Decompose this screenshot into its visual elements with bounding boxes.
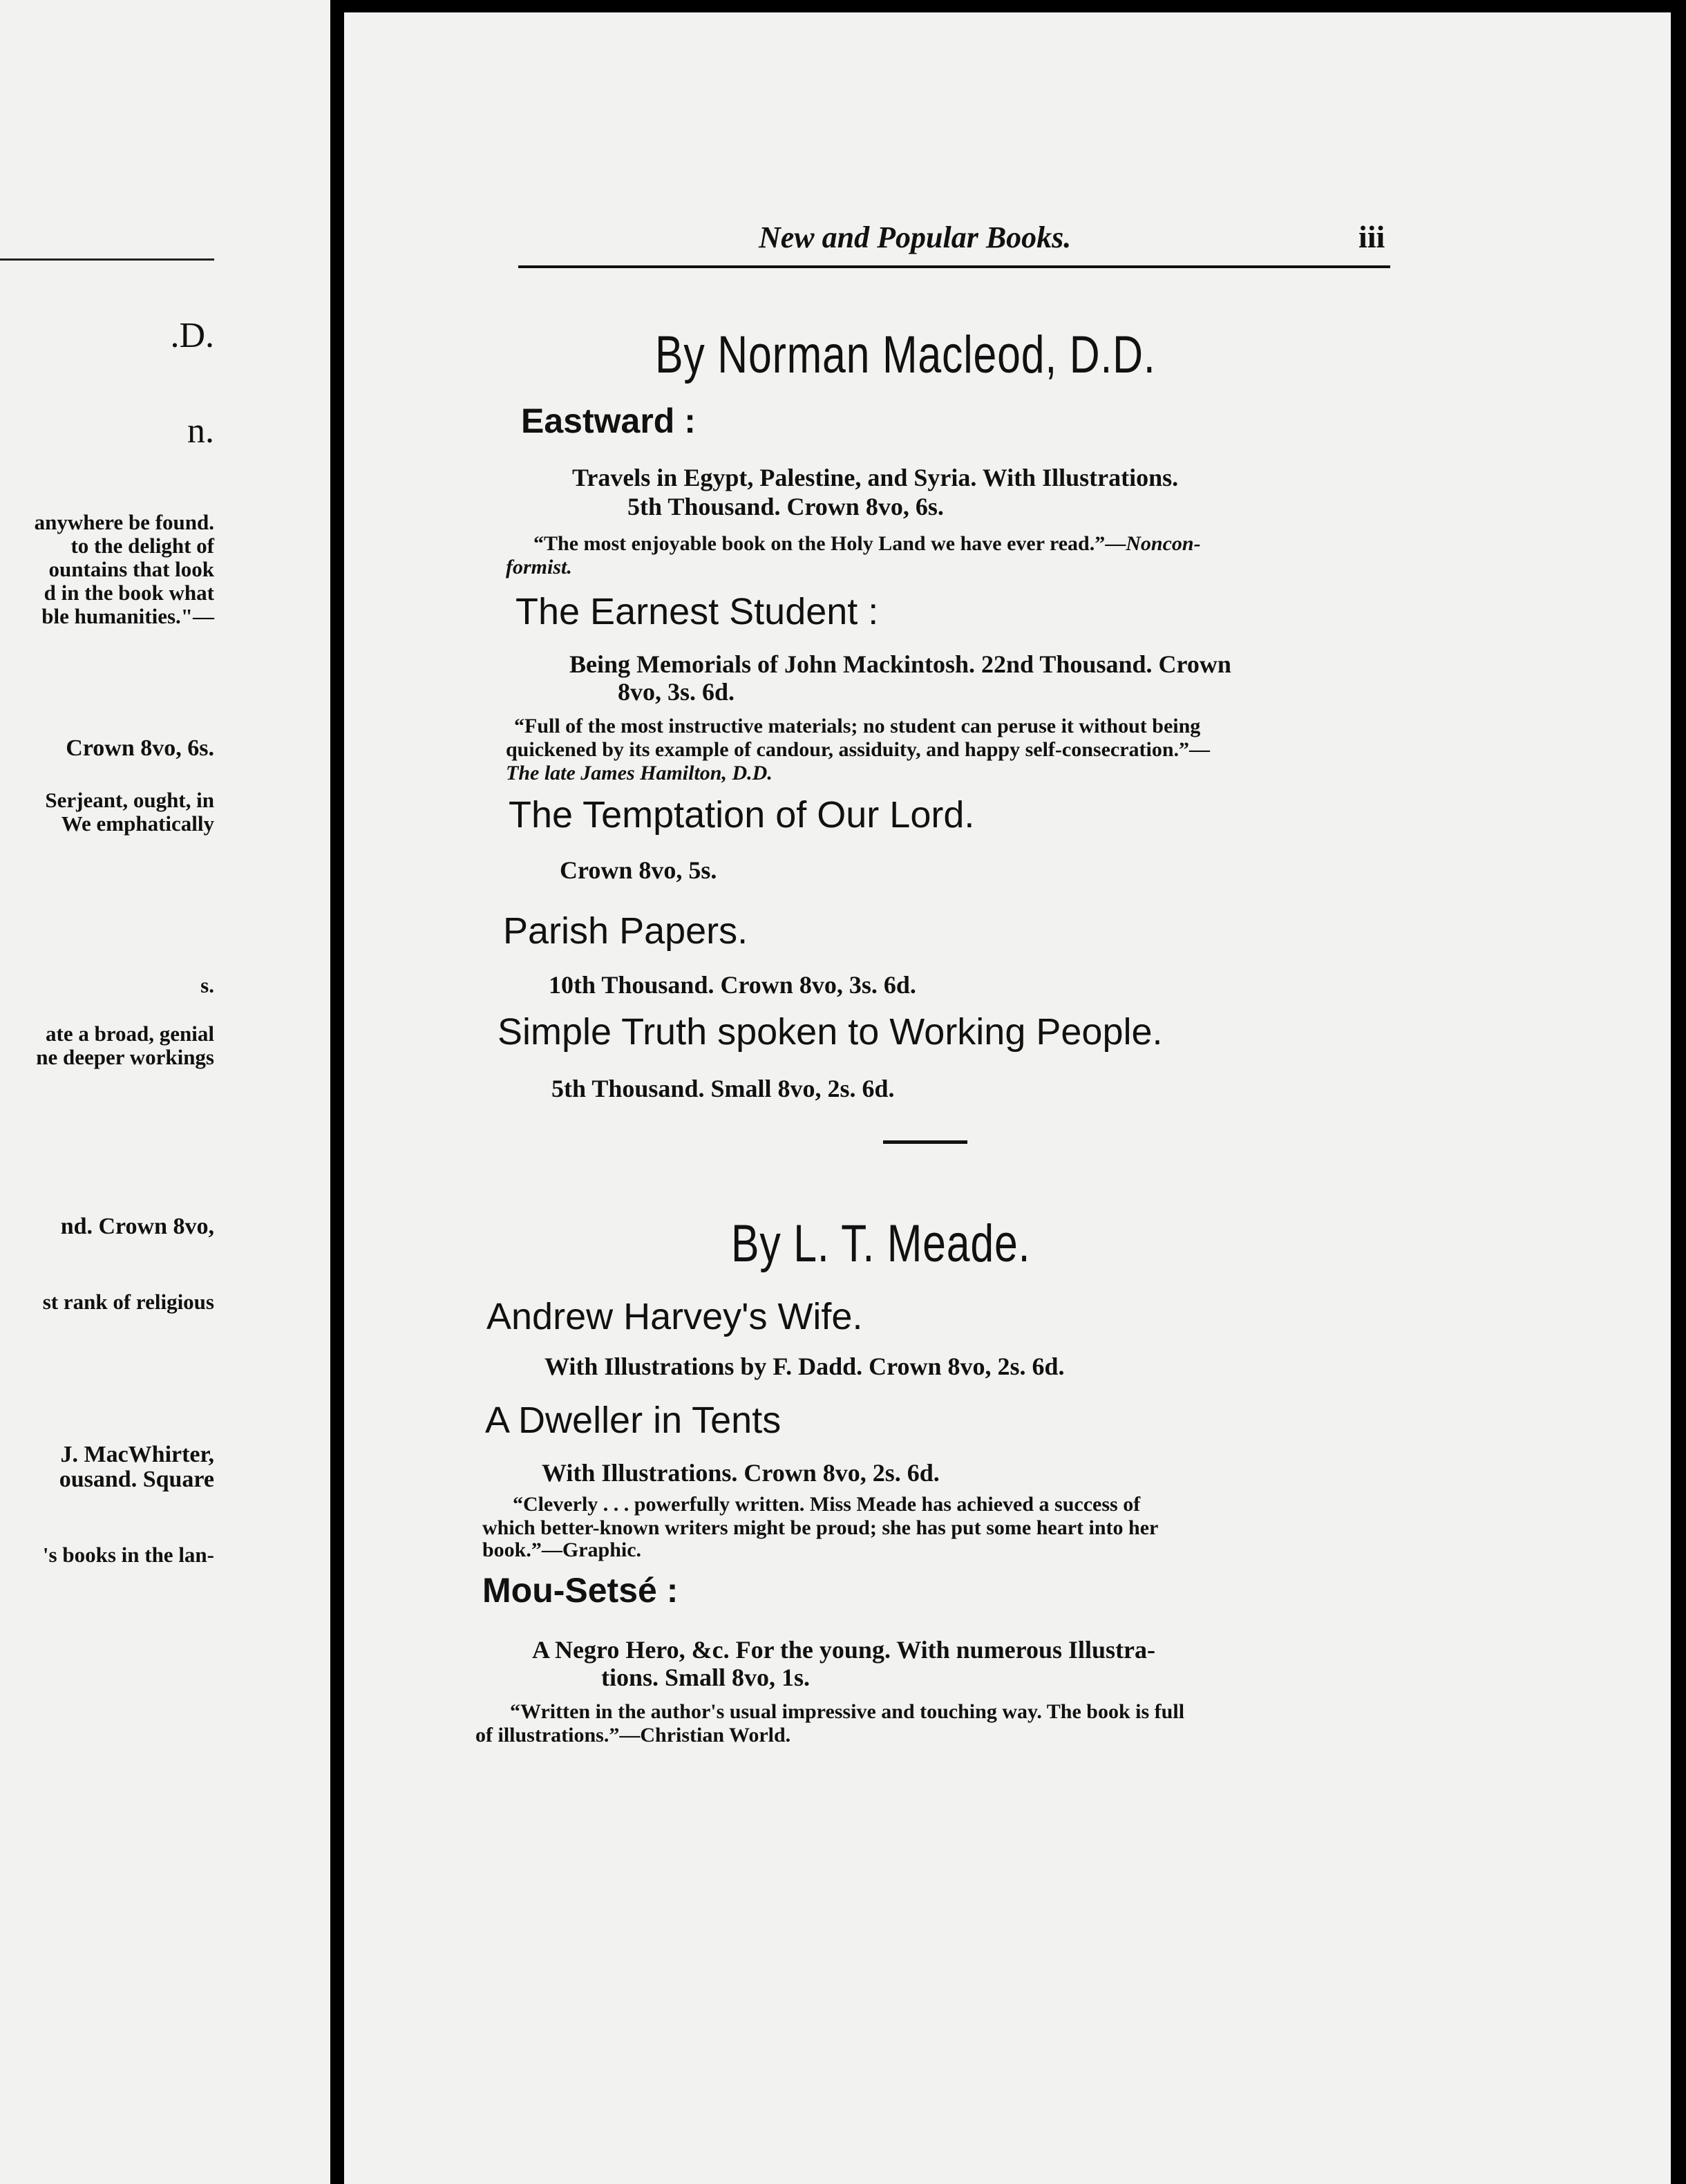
book-details: A Negro Hero, &c. For the young. With numerous Illustra- [532, 1636, 1156, 1664]
book-title: Simple Truth spoken to Working People. [498, 1011, 1163, 1053]
left-page-line: st rank of religious [42, 1290, 214, 1314]
header-rule [518, 265, 1390, 268]
book-title: Andrew Harvey's Wife. [486, 1296, 863, 1337]
book-title: Mou-Setsé : [482, 1571, 679, 1610]
review-quote: formist. [506, 556, 572, 578]
book-title: Eastward : [521, 402, 696, 440]
page-number: iii [1358, 219, 1385, 254]
left-page [0, 0, 330, 2184]
book-details: Crown 8vo, 5s. [560, 856, 717, 884]
left-page-line: ountains that look [48, 557, 214, 581]
left-page-line: to the delight of [70, 534, 214, 558]
left-page-rule [0, 258, 214, 261]
left-page-line: nd. Crown 8vo, [60, 1214, 214, 1239]
author-heading: By L. T. Meade. [731, 1214, 1031, 1273]
book-details: 5th Thousand. Crown 8vo, 6s. [627, 493, 944, 520]
book-title: A Dweller in Tents [485, 1400, 782, 1441]
review-quote: book.”—Graphic. [482, 1538, 642, 1561]
left-page-line: Crown 8vo, 6s. [66, 735, 214, 761]
review-quote: The late James Hamilton, D.D. [506, 762, 773, 784]
left-page-line: s. [200, 973, 214, 997]
author-heading: By Norman Macleod, D.D. [655, 326, 1156, 384]
left-page-line: J. MacWhirter, [60, 1442, 214, 1467]
book-details: 5th Thousand. Small 8vo, 2s. 6d. [551, 1075, 895, 1102]
left-page-line: ne deeper workings [36, 1045, 214, 1069]
section-divider [883, 1140, 967, 1144]
left-page-line: 's books in the lan- [42, 1543, 214, 1567]
book-details: With Illustrations. Crown 8vo, 2s. 6d. [542, 1459, 940, 1487]
review-quote: “The most enjoyable book on the Holy Land we have ever read.”—Noncon- [533, 532, 1201, 555]
left-page-line: anywhere be found. [34, 510, 214, 534]
review-quote: which better-known writers might be proud; she has put some heart into her [482, 1516, 1159, 1539]
left-page-line: .D. [170, 316, 214, 355]
book-details: tions. Small 8vo, 1s. [601, 1664, 811, 1691]
book-title: Parish Papers. [503, 910, 748, 952]
left-page-line: n. [187, 411, 214, 451]
book-title: The Earnest Student : [515, 591, 879, 632]
left-page-line: ate a broad, genial [46, 1022, 214, 1046]
review-quote: quickened by its example of candour, assiduity, and happy self-consecration.”— [506, 738, 1211, 761]
review-source: Noncon- [1126, 532, 1201, 555]
review-quote: “Full of the most instructive materials; no student can peruse it without being [514, 715, 1201, 737]
review-quote: “Written in the author's usual impressive and touching way. The book is full [510, 1700, 1185, 1723]
left-page-line: ousand. Square [59, 1467, 214, 1492]
right-page [344, 12, 1671, 2184]
running-title: New and Popular Books. [759, 220, 1072, 254]
review-quote: “Cleverly . . . powerfully written. Miss Meade has achieved a success of [513, 1493, 1141, 1516]
book-details: With Illustrations by F. Dadd. Crown 8vo, 2s. 6d. [544, 1353, 1065, 1380]
book-details: Travels in Egypt, Palestine, and Syria. With Illustrations. [572, 464, 1179, 491]
left-page-line: ble humanities."— [41, 604, 214, 628]
left-page-line: d in the book what [44, 581, 214, 605]
book-details: 8vo, 3s. 6d. [618, 678, 735, 706]
book-title: The Temptation of Our Lord. [509, 794, 975, 836]
left-page-line: Serjeant, ought, in [45, 788, 214, 812]
book-details: Being Memorials of John Mackintosh. 22nd Thousand. Crown [569, 650, 1231, 678]
book-details: 10th Thousand. Crown 8vo, 3s. 6d. [549, 971, 916, 999]
review-quote: of illustrations.”—Christian World. [475, 1724, 791, 1747]
left-page-line: We emphatically [61, 811, 214, 836]
